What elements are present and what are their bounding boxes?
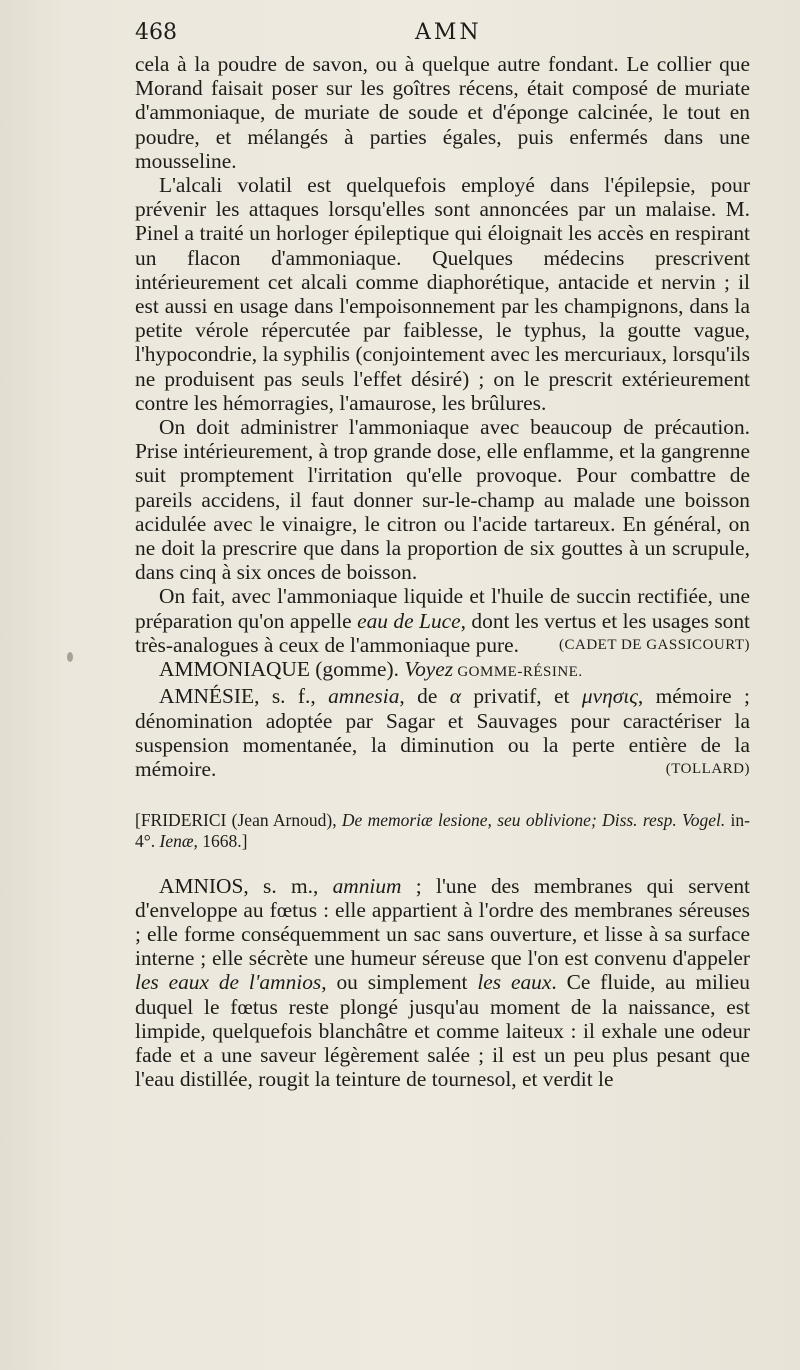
italic-term: Voyez [404,657,454,682]
italic-term: De memoriæ lesione, seu oblivione; Diss. resp. Vogel. [341,809,726,830]
text-span: , s. f., [254,684,329,709]
text-span: , s. m., [243,873,333,898]
paragraph-eau-de-luce [135,584,750,657]
text-span: . Ce fluide, au milieu duquel le fœtus reste plongé jusqu'au moment de la naissance, est limpide, quelquefois blanchâtre et comme laiteux : il exhale une odeur fade et a une saveur légèrement salée ; il est un peu plus pesant que l'eau distillée, rougit la teinture de tournesol, et verdit le [135,970,750,1092]
text-span: privatif, et [460,684,582,709]
entry-amnesie [135,684,750,781]
italic-term: les eaux de l'amnios [135,970,322,995]
greek-term: α [449,684,461,709]
text-span: (gomme). [309,657,405,682]
paragraph-precaution: On doit administrer l'ammoniaque avec beaucoup de précaution. Prise intérieurement, à trop grande dose, elle enflamme, et la gangrenne suit promptement l'irritation qu'elle provoque. Pour combattre de pareils accidens, il faut donner sur-le-champ au malade une boisson acidulée avec le vinaigre, le citron ou l'acide tartareux. En général, on ne doit la prescrire que dans la proportion de six gouttes à un scrupule, dans cinq à six onces de boisson. [135,415,750,585]
text-span: ; l'une des membranes qui servent d'enveloppe au fœtus : elle appartient à l'ordre des membranes séreuses ; elle forme conséquemment un sac sans ouverture, et lisse à sa surface interne ; elle sécrète une humeur séreuse que l'on est convenu d'appeler [135,873,750,971]
italic-term: les eaux [477,970,552,995]
text-span: in-4°. [135,809,750,851]
text-span: , dont les vertus et les usages sont très-analogues à ceux de l'ammoniaque pure. [135,608,750,657]
paragraph-goitre: cela à la poudre de savon, ou à quelque autre fondant. Le collier que Morand faisait poser sur les goîtres récens, était composé de muriate d'ammoniaque, de muriate de soude et d'éponge calcinée, le tout en poudre, et mélangés à parties égales, puis enfermés dans une mousseline. [135,52,750,173]
text-span: , ou simplement [321,970,478,995]
page-body [135,52,750,1091]
text-span: , 1668.] [193,830,248,851]
bibliographic-reference [135,810,750,852]
italic-term: amnium [332,873,402,898]
running-head-word: AMN [415,20,482,45]
italic-term: eau de Luce [357,608,461,633]
cross-reference: GOMME-RÉSINE. [453,664,583,681]
entry-amnios [135,874,750,1092]
text-span: [FRIDERICI (Jean Arnoud), [135,809,342,830]
running-header [135,18,750,52]
entry-ammoniaque-gomme [135,657,750,684]
entry-headword: AMNIOS [159,873,244,898]
paragraph-epilepsie: L'alcali volatil est quelquefois employé dans l'épilepsie, pour prévenir les attaques lorsqu'elles sont annoncées par un malaise. M. Pinel a traité un horloger épileptique qui éloignait les accès en respirant un flacon d'ammoniaque. Quelques médecins prescrivent intérieurement cet alcali comme diaphorétique, antacide et nervin ; il est aussi en usage dans l'empoisonnement par les champignons, dans la petite vérole répercutée par faiblesse, le typhus, la goutte vague, l'hypocondrie, la syphilis (conjointement avec les mercuriaux, lorsqu'ils ne produisent pas seuls l'effet désiré) ; on le prescrit extérieurement contre les hémorragies, l'amaurose, les brûlures. [135,173,750,415]
italic-term: Ienæ [159,830,194,851]
entry-headword: AMMONIAQUE [159,657,310,682]
text-span: , mémoire ; dénomination adoptée par Sagar et Sauvages pour caractériser la suspension momentanée, la diminution ou la perte entière de la mémoire. [135,684,750,782]
page-number: 468 [135,20,177,45]
text-span: , de [399,684,450,709]
entry-headword: AMNÉSIE [159,684,255,709]
italic-term: amnesia [328,684,400,709]
greek-term: μνησις [581,684,638,709]
text-span: On fait, avec l'ammoniaque liquide et l'huile de succin rectifiée, une préparation qu'on appelle [135,584,750,633]
author-signature: (CADET DE GASSICOURT) [559,637,750,654]
ink-spot [67,652,73,662]
author-signature: (TOLLARD) [665,761,750,778]
